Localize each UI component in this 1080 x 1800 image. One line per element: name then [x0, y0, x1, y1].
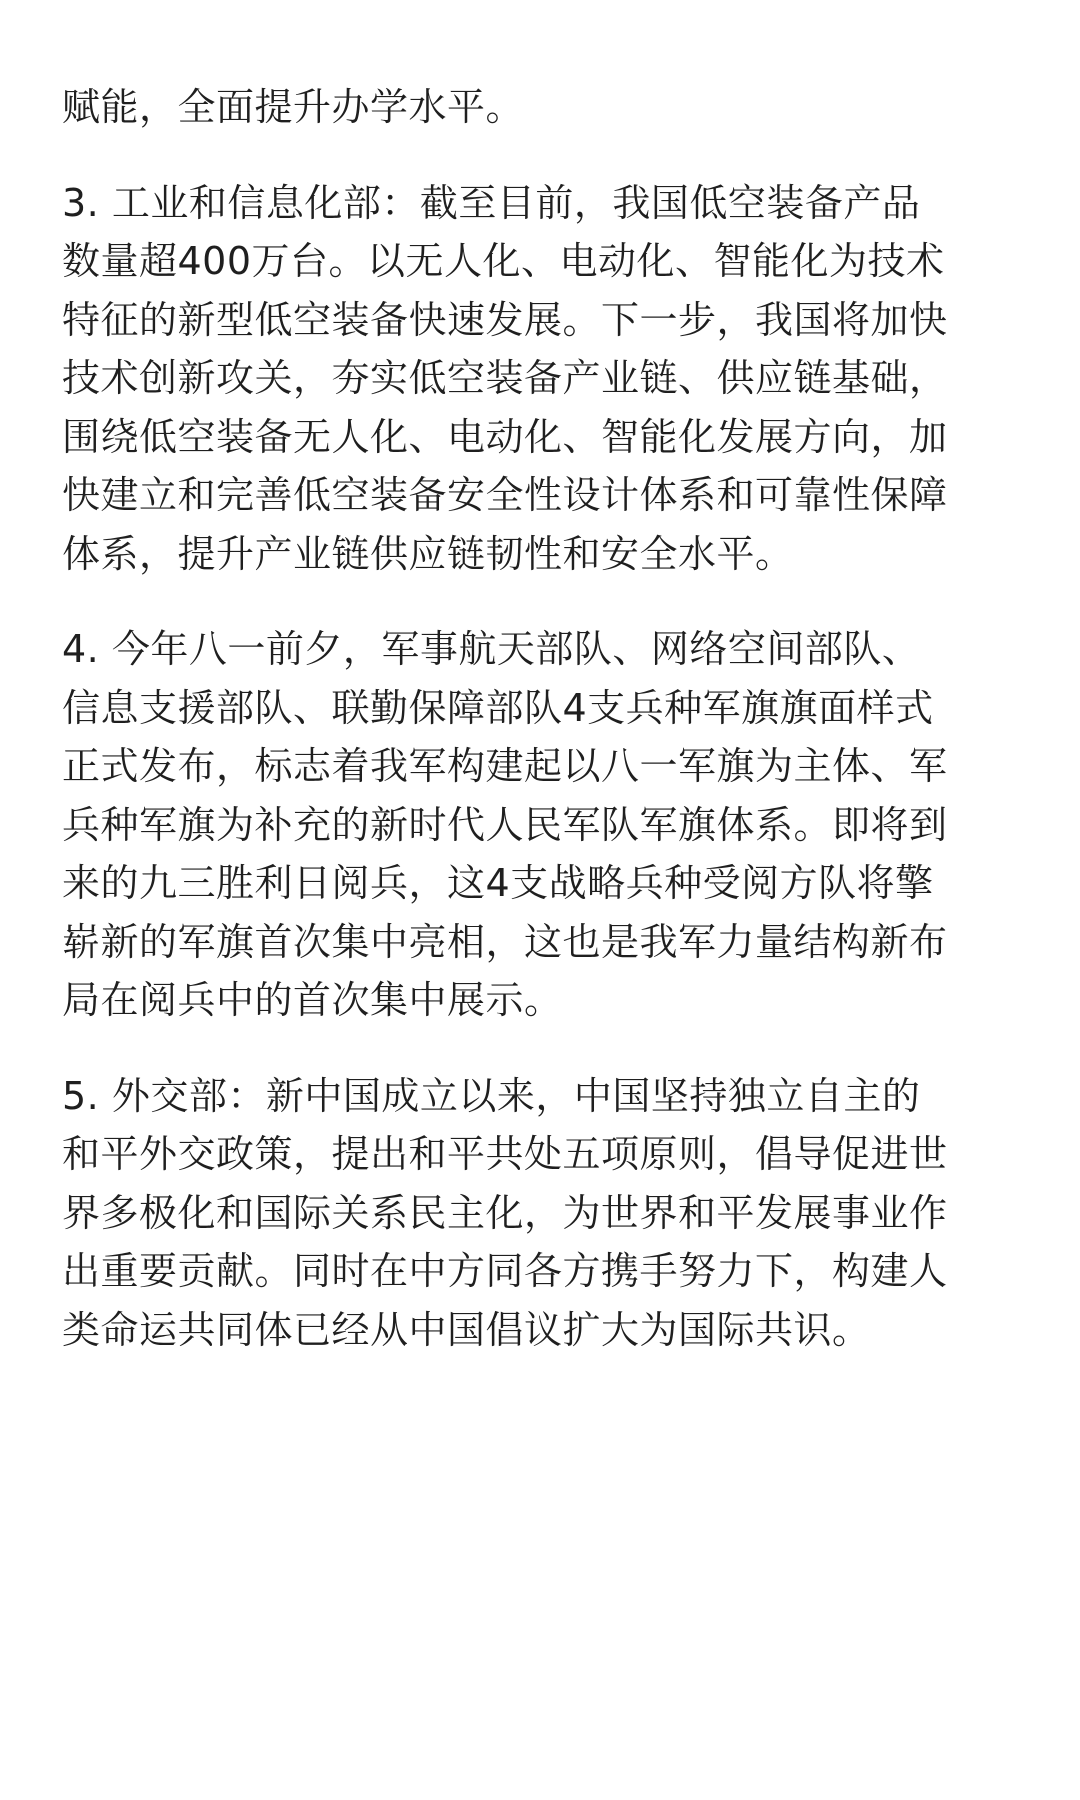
text-line: 出重要贡献。同时在中方同各方携手努力下，构建人 [62, 1249, 948, 1293]
text-line: 和平外交政策，提出和平共处五项原则，倡导促进世 [62, 1132, 948, 1176]
paragraph-item-3 [62, 174, 1030, 584]
text-line: 崭新的军旗首次集中亮相，这也是我军力量结构新布 [62, 919, 948, 964]
text-line: 5. 外交部：新中国成立以来，中国坚持独立自主的 [62, 1073, 921, 1118]
text-line: 围绕低空装备无人化、电动化、智能化发展方向，加 [62, 414, 948, 459]
paragraph-intro-tail [62, 78, 1030, 137]
text-line: 3. 工业和信息化部：截至目前，我国低空装备产品 [62, 180, 921, 225]
text-line: 兵种军旗为补充的新时代人民军队军旗体系。即将到 [62, 802, 948, 847]
paragraph-gap [62, 1030, 1030, 1067]
paragraph-gap [62, 137, 1030, 174]
text-line: 技术创新攻关，夯实低空装备产业链、供应链基础， [62, 356, 948, 400]
text-line: 信息支援部队、联勤保障部队4支兵种军旗旗面样式 [62, 685, 934, 730]
text-line: 数量超400万台。以无人化、电动化、智能化为技术 [62, 239, 945, 283]
text-line: 正式发布，标志着我军构建起以八一军旗为主体、军 [62, 744, 948, 788]
text-line: 界多极化和国际关系民主化，为世界和平发展事业作 [62, 1190, 948, 1235]
paragraph-item-4 [62, 620, 1030, 1030]
text-line: 体系，提升产业链供应链韧性和安全水平。 [62, 531, 794, 576]
article-body [62, 78, 1030, 1359]
text-line: 类命运共同体已经从中国倡议扩大为国际共识。 [62, 1307, 871, 1352]
paragraph-item-5 [62, 1067, 1030, 1360]
paragraph-gap [62, 583, 1030, 620]
text-line: 赋能，全面提升办学水平。 [62, 85, 525, 129]
text-line: 特征的新型低空装备快速发展。下一步，我国将加快 [62, 297, 948, 342]
text-line: 局在阅兵中的首次集中展示。 [62, 978, 563, 1022]
text-line: 来的九三胜利日阅兵，这4支战略兵种受阅方队将擎 [62, 861, 934, 905]
text-line: 快建立和完善低空装备安全性设计体系和可靠性保障 [62, 473, 948, 517]
text-line: 4. 今年八一前夕，军事航天部队、网络空间部队、 [62, 627, 921, 671]
